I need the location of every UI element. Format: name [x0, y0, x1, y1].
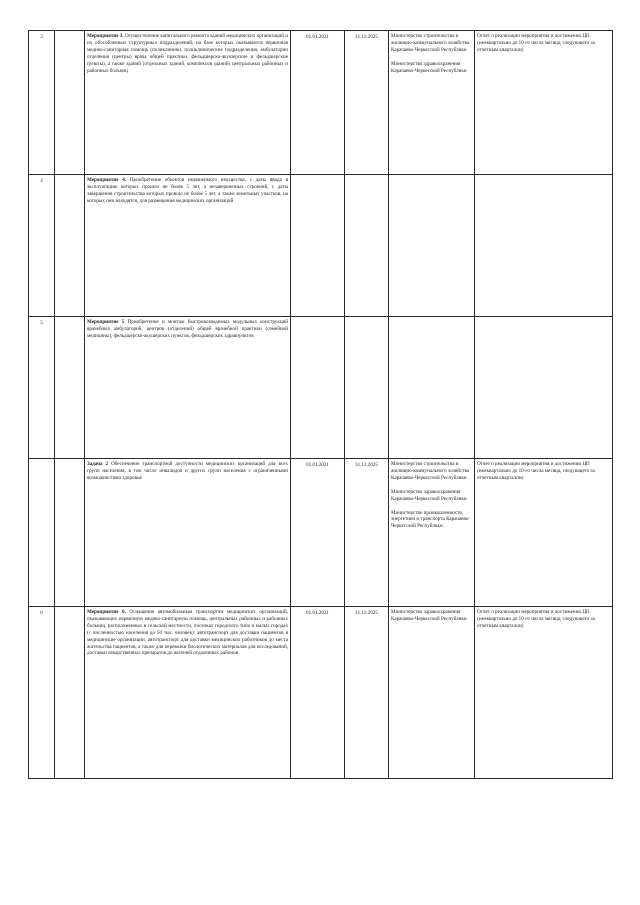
spacer-cell — [55, 31, 85, 175]
task-description — [85, 459, 291, 607]
table-row — [29, 31, 613, 175]
responsible-bodies — [389, 31, 475, 175]
activity-description — [85, 175, 291, 317]
document-page — [28, 30, 612, 779]
report-form: Отчет о реализации мероприятия и достижении ЦП (ежеквартально до 10-го числа месяца, следующего за отчетным кварталом) — [475, 607, 613, 779]
responsible-body: Министерство здравоохранения Карачаево-Черкесской Республики — [391, 609, 467, 622]
activity-title: Мероприятие 6. — [87, 609, 126, 615]
report-form — [475, 175, 613, 317]
activity-description — [85, 607, 291, 779]
activities-table — [28, 30, 613, 779]
start-date — [291, 175, 345, 317]
report-form: Отчет о реализации мероприятия и достижении ЦП (ежеквартально до 10-го числа месяца, следующего за отчетным кварталом) — [475, 31, 613, 175]
activity-title: Мероприятие 5 — [87, 319, 125, 325]
table-row — [29, 607, 613, 779]
row-number — [29, 459, 55, 607]
activity-title: Мероприятие 3. — [87, 33, 124, 39]
spacer-cell — [55, 175, 85, 317]
responsible-bodies — [389, 459, 475, 607]
end-date: 31.12.2025 — [345, 459, 389, 607]
task-text: Обеспечение транспортной доступности медицинских организаций для всех групп населения, в том числе инвалидов и других групп населения с ограниченными возможностями здоровья — [87, 461, 288, 481]
spacer-cell — [55, 459, 85, 607]
row-number: 5 — [29, 317, 55, 459]
end-date: 31.12.2025 — [345, 607, 389, 779]
responsible-body: Министерство промышленности, энергетики и транспорта Карачаево-Черкесской Республики — [391, 509, 470, 530]
spacer-cell — [55, 607, 85, 779]
activity-title: Мероприятие 4. — [87, 177, 127, 183]
start-date — [291, 317, 345, 459]
end-date — [345, 317, 389, 459]
activity-text: Приобретение и монтаж быстровозводимых модульных конструкций врачебных амбулаторий, центров (отделений) общей врачебной практики (семейной медицины), фельдшерско-акушерских пунктов, фельдшерских здравпунктов — [87, 319, 289, 339]
activity-description — [85, 31, 291, 175]
responsible-body: Министерство строительства и жилищно-коммунального хозяйства Карачаево-Черкесской Республики — [391, 33, 470, 53]
responsible-bodies — [389, 175, 475, 317]
table-row — [29, 175, 613, 317]
report-form: Отчет о реализации мероприятия и достижении ЦП (ежеквартально до 10-го числа месяца, следующего за отчетным кварталом) — [475, 459, 613, 607]
table-row — [29, 317, 613, 459]
responsible-body: Министерство здравоохранения Карачаево-Черкесской Республики — [391, 488, 467, 502]
end-date — [345, 175, 389, 317]
responsible-bodies — [389, 317, 475, 459]
activity-description — [85, 317, 291, 459]
report-form — [475, 317, 613, 459]
start-date: 01.01.2021 — [291, 31, 345, 175]
activity-text: Осуществление капитального ремонта зданий медицинских организаций и их обособленных структурных подразделений, на базе которых оказывается первичная медико-санитарная помощь (поликлиники, поликлинические подразделения, амбулатории отделения (центры) врача общей практики, фельдшерско-акушерские и фельдшерские пункты), а также зданий (отдельных зданий, комплексов зданий) центральных районных и районных больниц — [87, 33, 288, 74]
end-date: 31.12.2025 — [345, 31, 389, 175]
activity-text: Приобретение объектов недвижимого имущества, с даты ввода в эксплуатацию которых прошло не более 5 лет, а незавершенных строений, с даты завершения строительства которых прошло не более 5 лет, а также земельных участков, на которых они находятся, для размещения медицинских организаций — [87, 177, 288, 204]
table-row — [29, 459, 613, 607]
start-date: 01.01.2021 — [291, 459, 345, 607]
activity-text: Оснащение автомобильным транспортом медицинских организаций, оказывающих первичную медико-санитарную помощь, центральных районных и районных больниц, расположенных в сельской местности, поселках городского типа и малых городах (с численностью населения до 50 тыс. человек): автотранспорт для доставки пациентов в медицинские организации, автотранспорт для доставки медицинских работников до места жительства пациентов, а также для перевозки биологических материалов для исследований, доставки лекарственных препаратов до жителей отдаленных районов — [87, 609, 288, 657]
spacer-cell — [55, 317, 85, 459]
responsible-bodies — [389, 607, 475, 779]
start-date: 01.01.2021 — [291, 607, 345, 779]
responsible-body: Министерство строительства и жилищно-коммунального хозяйства Карачаево-Черкесской Республики — [391, 461, 470, 481]
row-number: 4 — [29, 175, 55, 317]
row-number: 6 — [29, 607, 55, 779]
task-title: Задача 2 — [87, 461, 109, 467]
responsible-body: Министерство здравоохранения Карачаево-Черкесской Республики — [391, 60, 467, 74]
row-number: 3 — [29, 31, 55, 175]
